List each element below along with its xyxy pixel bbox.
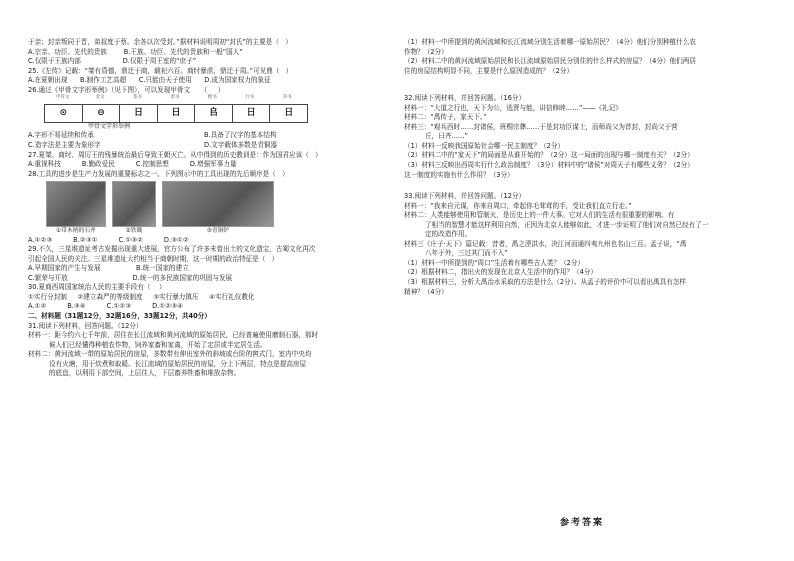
table-header-cell: 隶书 xyxy=(170,95,180,101)
tool-iron-hoe xyxy=(112,181,156,235)
question-stem: 31.阅读下列材料，回答问题。（12分） xyxy=(28,321,143,330)
question-stem: 28.工具的进步是生产力发展的重要标志之一。下列图示中的工具出现的先后顺序是（ ） xyxy=(28,169,289,178)
bronze-shovel-image xyxy=(162,181,274,227)
question-30 xyxy=(28,283,380,312)
question-stem: 26.通过《甲骨文字形举例》（见下图），可以发现甲骨文 （ ） xyxy=(28,85,225,94)
question-stem: 引起全国人民的关注。三星堆遗址大约相当于商朝时期，这一时期的政治特征是（ ） xyxy=(28,254,279,263)
answer-key-title: 参考答案 xyxy=(560,518,605,528)
tool-stone-axe xyxy=(46,181,106,235)
stone-axe-image xyxy=(46,181,106,227)
option: B.具备了汉字的基本结构 xyxy=(204,131,277,140)
question-stem: 32.阅读下列材料，并回答问题。（16分） xyxy=(404,94,526,103)
material-text: 材料二：黄河流域一带的原始居民的房屋，多数带有伸出室外的斜坡或台阶的窖式门，室内中央均 xyxy=(28,350,312,359)
table-caption: 甲骨文字形举例 xyxy=(88,122,131,130)
sub-question: （2）根据材料二，指出火的发现在北京人生活中的作用？（4分） xyxy=(404,268,598,277)
material-text: 八年于外，三过其门而不入” xyxy=(404,249,508,258)
sub-question: （1）材料一中所提到的“周口”生活着有哪些古人类？（2分） xyxy=(404,258,585,267)
table-header-cell: 甲骨文 xyxy=(55,95,70,101)
sub-question: 住的房屋结构明显不同，主要是什么原因造成的？（2分） xyxy=(404,66,574,75)
material-text: 设有火塘，用于炊煮和取暖。长江流域的原始居民的房屋，分上下两层，特点是提高房屋 xyxy=(28,359,307,368)
tool-caption: ①带木柄的石斧 xyxy=(56,228,96,235)
material-text: 了相当的智慧才能这样利用自然，正因为北京人能够如此，才进一步证明了他们对自然已经有了一 xyxy=(404,220,709,229)
left-column xyxy=(28,38,380,379)
question-stem: 25.《左传》记载：“桀有昏德，鼎迁于商，载祀六百。商纣暴虐，鼎迁于周。”可见鼎（ ） xyxy=(28,66,293,75)
question-options: A.①②③ B.②③① C.①③② D.③①② xyxy=(28,235,189,244)
q24-tail xyxy=(28,38,380,67)
sub-question: （3）材料三反映出西周实行什么政治制度？（3分）材料中的“诸侯”对周天子有哪些义务？（2分） xyxy=(404,161,694,170)
material-text: 材料一：“大道之行也，天下为公，选贤与能，讲信修睦……”——《礼记》 xyxy=(404,103,622,112)
glyph-cell: ⊙ xyxy=(45,105,83,122)
material-text: 定的改造作用。 xyxy=(404,230,472,239)
question-options: A.①② B.③④ C.①②③ D.①②③④ xyxy=(28,302,183,311)
material-text: 材料三：“观兵西时……封诸侯，班赐宗彝……于是封功臣谋士，而师尚父为首封，封尚父于营 xyxy=(404,122,678,131)
question-29 xyxy=(28,245,380,283)
material-text: 材料三《庄子·天下》篇记载：昔者，禹之湮洪水，决江河而通四夷九州也名山三百。孟子说，“禹 xyxy=(404,239,687,248)
question-27 xyxy=(28,151,380,170)
glyph-cell: 𠂤 xyxy=(195,105,233,122)
sub-question: （1）材料一反映我国原始社会哪一民主制度？（2分） xyxy=(404,141,565,150)
glyph-table-header xyxy=(44,95,306,102)
question-31 xyxy=(28,322,380,379)
tool-caption: ②铁锄 xyxy=(125,228,143,235)
table-header-cell: 草书 xyxy=(282,95,292,101)
options-row xyxy=(28,131,380,141)
question-options: A.早期国家的产生与发展 B.统一国家的建立 xyxy=(28,264,189,273)
question-28 xyxy=(28,170,380,245)
sub-question: （1）材料一中所提到的黄河流域和长江流域分别生活着哪一原始居民？（4分）他们分别种植什么农 xyxy=(404,38,696,46)
question-options: A.重视科技 B.勤政爱民 C.控制思想 D.增强军事力量 xyxy=(28,160,237,169)
text-line: C.仅限于王族内部 D.仅限于周王室的“庶子” xyxy=(28,57,197,66)
material-text: 材料二：“禹传子，家天下。” xyxy=(404,113,487,122)
option: C.造字法是主要为象形字 xyxy=(28,141,101,150)
iron-hoe-image xyxy=(112,181,156,227)
tool-images xyxy=(46,181,380,235)
glyph-cell: 日 xyxy=(120,105,158,122)
sub-question: （3）根据材料三，分析大禹治水采取的方法是什么（2分）。从孟子的评价中可以看出禹具有怎样 xyxy=(404,278,687,287)
question-stem: 33.阅读下列材料，并回答问题。（12分） xyxy=(404,192,526,201)
material-text: 的底盘，以利用下部空间，上层住人，下层畜养牲畜和堆放杂物。 xyxy=(28,369,241,378)
tool-caption: ③青铜铲 xyxy=(206,228,230,235)
text-line: A.宗亲、功臣、先代的贵族 B.王族、功臣、先代的贵族和一般“国人” xyxy=(28,47,243,56)
material-text: 丘，曰齐……” xyxy=(404,132,468,141)
table-header-cell: 楷书 xyxy=(207,95,217,101)
glyph-cell: 日 xyxy=(158,105,196,122)
question-31-subquestions xyxy=(404,38,766,76)
question-options: C.繁荣与开放 D.统一的多民族国家的巩固与发展 xyxy=(28,273,233,282)
question-stem: 27.夏桀、商纣、周厉王的残暴统治最后导致王朝灭亡。从中得到的历史教训是：作为国君应该（ ） xyxy=(28,150,322,159)
question-25 xyxy=(28,67,380,86)
section-heading: 二、材料题（31题12分，32题16分，33题12分，共40分） xyxy=(28,311,211,320)
options-row xyxy=(28,141,380,151)
glyph-table xyxy=(44,104,308,123)
table-header-cell: 篆书 xyxy=(133,95,143,101)
material-text: 候人们已经懂得种植农作物，饲养家畜和家禽，开始了定居或半定居生活。 xyxy=(28,340,267,349)
sub-question: （2）材料二中的“家天下”的局面是从谁开始的？（2分）这一局面的出现与哪一制度有关？（2分） xyxy=(404,151,694,160)
sub-question: 精神？（4分） xyxy=(404,287,448,296)
material-text: 材料二：人类能够使用和管制火，是历史上的一件大事。它对人们的生活有很重要的影响。有 xyxy=(404,211,675,220)
question-options: A.在夏朝出现 B.制作工艺高超 C.只能由天子使用 D.成为国家权力的象征 xyxy=(28,76,271,85)
question-26 xyxy=(28,86,380,151)
glyph-cell: 日 xyxy=(284,107,294,118)
glyph-cell: ⊖ xyxy=(83,105,121,122)
question-32 xyxy=(404,94,766,180)
right-column xyxy=(404,38,766,297)
option: D.文字载体多数是青铜器 xyxy=(204,141,278,150)
question-stem: 29.不久，三星堆遗址考古发掘出现重大进展，官方公布了许多未曾出土的文化遗宝，古蜀文化再次 xyxy=(28,245,316,254)
material-text: 材料一：距今约六七千年前，居住在长江流域和黄河流域的原始居民，已经普遍使用磨制石器，那时 xyxy=(28,331,319,340)
tool-bronze-shovel xyxy=(162,181,274,235)
question-items: ①实行分封制 ②建立森严的等级制度 ③实行暴力镇压 ④实行礼仪教化 xyxy=(28,292,255,301)
sub-question: （2）材料二中的黄河流域原始居民和长江流域原始居民分别住的什么样式的房屋？（4分）他们两居 xyxy=(404,57,696,66)
question-33 xyxy=(404,192,766,297)
glyph-cell: 日 xyxy=(233,105,271,122)
text-line: 于亲；封亲叛同于晋，弟叔度于蔡。余各以次受封。”据材料说明周初“封氏”的主要是（ ） xyxy=(28,38,292,46)
option: A.字形不易延续和传承 xyxy=(28,131,94,140)
question-stem: 30.夏商西周国家统治人民的主要手段有（ ） xyxy=(28,283,166,292)
sub-question: 这一制度的实施有什么作用？（3分） xyxy=(404,170,514,179)
material-text: 材料一：“我来自元谋，你来自周口，牵起你毛茸茸的手，受让我们直立行走。” xyxy=(404,201,632,210)
sub-question: 作物？（2分） xyxy=(404,47,448,56)
table-header-cell: 金文 xyxy=(95,95,105,101)
table-header-cell: 行书 xyxy=(245,95,255,101)
